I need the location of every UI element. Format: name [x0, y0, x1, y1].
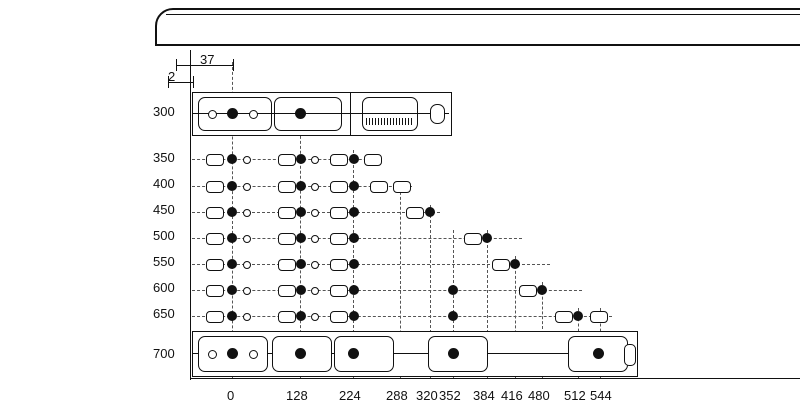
y-tick-300: 300: [153, 104, 175, 119]
hole-350-x224: [349, 154, 359, 164]
slot-400-b: [278, 181, 296, 193]
slot-350-c: [330, 154, 348, 166]
slot-500-c: [330, 233, 348, 245]
hole-700-x0: [227, 348, 238, 359]
smallhole-550-a: [243, 261, 251, 269]
hole-350-x128: [296, 154, 306, 164]
hole-300-x128: [295, 108, 306, 119]
slot-600-a: [206, 285, 224, 297]
hole-600-x0: [227, 285, 237, 295]
dim-2-label: 2: [168, 69, 176, 84]
hole-700-x512: [593, 348, 604, 359]
x-axis-line: [190, 378, 800, 379]
hole-650-x512: [573, 311, 583, 321]
hole-550-x0: [227, 259, 237, 269]
slot-600-b: [278, 285, 296, 297]
x-tick-480: 480: [528, 388, 550, 403]
slot-450-c: [330, 207, 348, 219]
hole-600-x128: [296, 285, 306, 295]
slot-500-b: [278, 233, 296, 245]
slot-400-a: [206, 181, 224, 193]
hole-450-x0: [227, 207, 237, 217]
x-tick-320: 320: [416, 388, 438, 403]
y-axis-line: [190, 50, 191, 380]
hole-600-x352: [448, 285, 458, 295]
slot-550-a: [206, 259, 224, 271]
y-tick-400: 400: [153, 176, 175, 191]
hole-600-x224: [349, 285, 359, 295]
hole-650-x224: [349, 311, 359, 321]
slot-400-d: [370, 181, 388, 193]
smallhole-500-b: [311, 235, 319, 243]
hole-400-x128: [296, 181, 306, 191]
hole-450-x128: [296, 207, 306, 217]
hole-700-x352: [448, 348, 459, 359]
hole-650-x128: [296, 311, 306, 321]
slot-500-d: [464, 233, 482, 245]
hole-450-x224: [349, 207, 359, 217]
rail-bottom-700-endslot: [624, 344, 636, 366]
slot-450-d: [406, 207, 424, 219]
x-tick-224: 224: [339, 388, 361, 403]
hole-350-x0: [227, 154, 237, 164]
x-tick-416: 416: [501, 388, 523, 403]
smallhole-350-a: [243, 156, 251, 164]
row-line-650: [192, 316, 612, 317]
rail-top-300-slot-b: [274, 97, 342, 131]
y-tick-550: 550: [153, 254, 175, 269]
slot-350-b: [278, 154, 296, 166]
cabinet-top-panel-edge: [166, 14, 800, 16]
dim-37-tick-right: [233, 59, 234, 71]
smallhole-300-a: [208, 110, 217, 119]
rail-top-300-endslot: [430, 104, 445, 124]
rail-top-300-hatch: [366, 118, 412, 125]
slot-350-a: [206, 154, 224, 166]
hole-400-x0: [227, 181, 237, 191]
x-tick-384: 384: [473, 388, 495, 403]
hole-650-x352: [448, 311, 458, 321]
slot-400-e: [393, 181, 411, 193]
slot-500-a: [206, 233, 224, 245]
slot-550-c: [330, 259, 348, 271]
smallhole-450-a: [243, 209, 251, 217]
smallhole-400-b: [311, 183, 319, 191]
slot-600-d: [519, 285, 537, 297]
slot-650-a: [206, 311, 224, 323]
smallhole-400-a: [243, 183, 251, 191]
slot-650-e: [590, 311, 608, 323]
hole-450-x320: [425, 207, 435, 217]
smallhole-600-a: [243, 287, 251, 295]
slot-450-b: [278, 207, 296, 219]
smallhole-500-a: [243, 235, 251, 243]
hole-500-x128: [296, 233, 306, 243]
smallhole-300-b: [249, 110, 258, 119]
slot-600-c: [330, 285, 348, 297]
smallhole-650-b: [311, 313, 319, 321]
dim-37-label: 37: [200, 52, 215, 67]
smallhole-450-b: [311, 209, 319, 217]
slot-650-d: [555, 311, 573, 323]
rail-bottom-700-slot-c: [334, 336, 394, 372]
smallhole-350-b: [311, 156, 319, 164]
x-tick-544: 544: [590, 388, 612, 403]
hole-650-x0: [227, 311, 237, 321]
hole-300-x0: [227, 108, 238, 119]
y-tick-500: 500: [153, 228, 175, 243]
smallhole-700-b: [249, 350, 258, 359]
hole-700-x128: [295, 348, 306, 359]
y-tick-650: 650: [153, 306, 175, 321]
x-tick-512: 512: [564, 388, 586, 403]
slot-550-b: [278, 259, 296, 271]
slot-650-b: [278, 311, 296, 323]
dim-37-tick-left: [176, 59, 177, 71]
x-tick-128: 128: [286, 388, 308, 403]
hole-700-x224: [348, 348, 359, 359]
hole-500-x384: [482, 233, 492, 243]
slot-350-d: [364, 154, 382, 166]
hole-500-x224: [349, 233, 359, 243]
hole-500-x0: [227, 233, 237, 243]
smallhole-550-b: [311, 261, 319, 269]
x-tick-0: 0: [227, 388, 235, 403]
smallhole-600-b: [311, 287, 319, 295]
y-tick-450: 450: [153, 202, 175, 217]
x-tick-352: 352: [439, 388, 461, 403]
slot-650-c: [330, 311, 348, 323]
y-tick-600: 600: [153, 280, 175, 295]
dim-2-tick-right: [193, 76, 194, 88]
rail-top-300-slot-c: [362, 97, 418, 131]
slot-400-c: [330, 181, 348, 193]
slot-550-d: [492, 259, 510, 271]
y-tick-350: 350: [153, 150, 175, 165]
hole-550-x224: [349, 259, 359, 269]
y-tick-700: 700: [153, 346, 175, 361]
smallhole-700-a: [208, 350, 217, 359]
smallhole-650-a: [243, 313, 251, 321]
hole-550-x128: [296, 259, 306, 269]
slot-450-a: [206, 207, 224, 219]
x-tick-288: 288: [386, 388, 408, 403]
hole-550-x416: [510, 259, 520, 269]
hole-400-x224: [349, 181, 359, 191]
hole-600-x480: [537, 285, 547, 295]
